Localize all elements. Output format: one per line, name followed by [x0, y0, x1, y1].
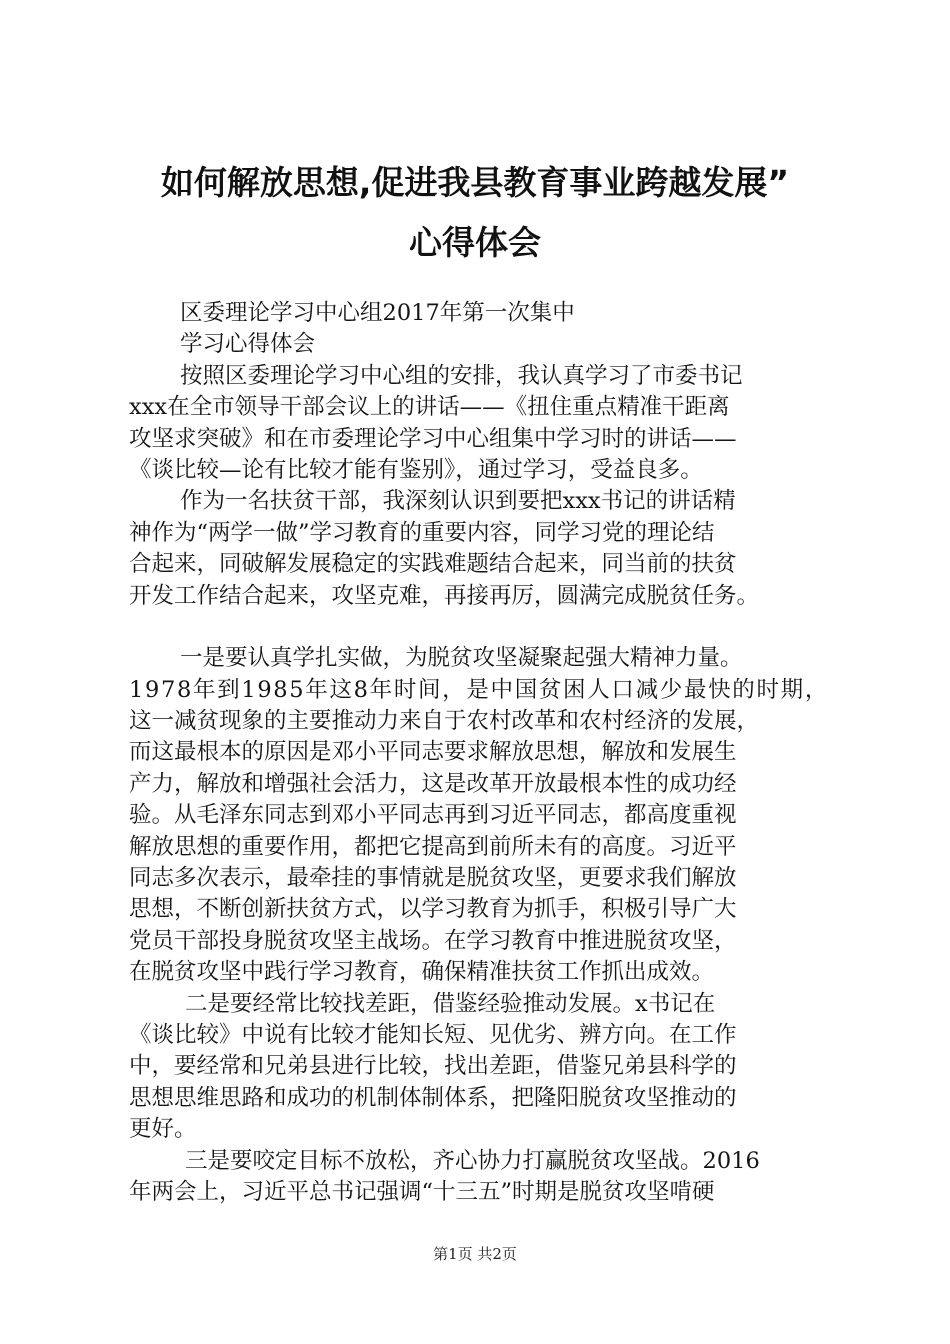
body-text-line: 年两会上，习近平总书记强调“十三五”时期是脱贫攻坚啃硬 [129, 1178, 715, 1205]
body-text-line: 1978年到1985年这8年时间，是中国贫困人口减少最快的时期， [129, 676, 830, 703]
body-text-line: 开发工作结合起来，攻坚克难，再接再厉，圆满完成脱贫任务。 [129, 582, 760, 609]
body-text-line: 这一减贫现象的主要推动力来自于农村改革和农村经济的发展， [129, 708, 760, 735]
body-text-line: 更好。 [129, 1116, 197, 1143]
body-text-line: 三是要咬定目标不放松，齐心协力打赢脱贫攻坚战。2016 [185, 1147, 760, 1174]
document-title-line-1: 如何解放思想,促进我县教育事业跨越发展” [160, 163, 790, 202]
body-text-line: 而这最根本的原因是邓小平同志要求解放思想，解放和发展生 [129, 739, 737, 766]
blank-line [129, 612, 829, 643]
body-text-line: 作为一名扶贫干部，我深刻认识到要把xxx书记的讲话精 [180, 488, 736, 515]
body-text-line: 在脱贫攻坚中践行学习教育，确保精准扶贫工作抓出成效。 [129, 959, 715, 986]
body-text-line: 区委理论学习中心组2017年第一次集中 [180, 300, 575, 326]
body-text-line: 验。从毛泽东同志到邓小平同志再到习近平同志，都高度重视 [129, 802, 737, 829]
body-text-line: 同志多次表示，最牵挂的事情就是脱贫攻坚，更要求我们解放 [129, 865, 737, 892]
body-text-line: 解放思想的重要作用，都把它提高到前所未有的高度。习近平 [129, 833, 737, 860]
body-text-line: 思想思维思路和成功的机制体制体系，把隆阳脱贫攻坚推动的 [129, 1084, 737, 1111]
body-text-line: 按照区委理论学习中心组的安排，我认真学习了市委书记 [180, 362, 743, 389]
body-text-line: 《谈比较—论有比较才能有鉴别》，通过学习，受益良多。 [129, 456, 703, 483]
body-text-line: 攻坚求突破》和在市委理论学习中心组集中学习时的讲话—— [129, 425, 737, 452]
document-body [129, 298, 829, 1208]
document-title-line-2: 心得体会 [409, 223, 541, 262]
body-text-line: 一是要认真学扎实做，为脱贫攻坚凝聚起强大精神力量。 [180, 645, 743, 672]
page-footer: 第1页 共2页 [433, 1245, 517, 1263]
body-text-line: 《谈比较》中说有比较才能知长短、见优劣、辨方向。在工作 [129, 1021, 737, 1048]
body-text-line: 思想，不断创新扶贫方式，以学习教育为抓手，积极引导广大 [129, 896, 737, 923]
body-text-line: 神作为“两学一做”学习教育的重要内容，同学习党的理论结 [129, 519, 715, 546]
body-text-line: 学习心得体会 [180, 331, 316, 358]
body-text-line: 合起来，同破解发展稳定的实践难题结合起来，同当前的扶贫 [129, 551, 737, 578]
body-text-line: xxx在全市领导干部会议上的讲话——《扭住重点精准干距离 [129, 394, 730, 421]
body-text-line: 党员干部投身脱贫攻坚主战场。在学习教育中推进脱贫攻坚， [129, 927, 737, 954]
body-text-line: 产力，解放和增强社会活力，这是改革开放最根本性的成功经 [129, 770, 737, 797]
body-text-line: 中，要经常和兄弟县进行比较，找出差距，借鉴兄弟县科学的 [129, 1053, 737, 1080]
body-text-line: 二是要经常比较找差距，借鉴经验推动发展。x书记在 [185, 990, 716, 1017]
